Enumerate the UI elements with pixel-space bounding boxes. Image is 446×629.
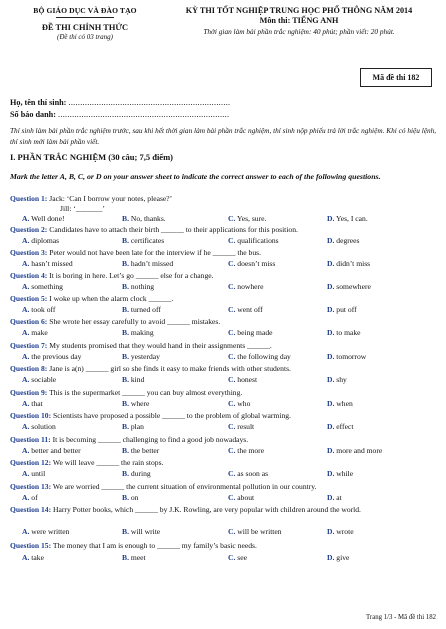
answer-option: C. about: [228, 493, 255, 502]
question-label: Question 8:: [10, 364, 48, 373]
question-stem: We will leave ______ the rain stops.: [52, 458, 164, 467]
option-letter: B.: [122, 399, 129, 408]
answer-option: D. to make: [327, 328, 361, 337]
option-letter: D.: [327, 352, 335, 361]
question-7: [10, 341, 438, 351]
answer-option: A. solution: [22, 422, 56, 431]
answer-option: D. Yes, I can.: [327, 214, 368, 223]
option-letter: D.: [327, 375, 335, 384]
question-2: [10, 225, 438, 235]
answer-option: B. yesterday: [122, 352, 160, 361]
option-letter: A.: [22, 493, 30, 502]
answer-option: A. take: [22, 553, 44, 562]
option-letter: A.: [22, 328, 30, 337]
question-stem: My students promised that they would hand in their assignments ______.: [49, 341, 272, 350]
page-count-note: (Đề thi có 03 trang): [57, 33, 113, 41]
candidate-id-field: .........................................................................: [58, 110, 230, 119]
option-letter: D.: [327, 553, 335, 562]
option-letter: B.: [122, 214, 129, 223]
question-13: [10, 482, 438, 492]
answer-option: D. shy: [327, 375, 347, 384]
option-letter: A.: [22, 214, 30, 223]
section-heading: I. PHẦN TRẮC NGHIỆM (30 câu; 7,5 điểm): [10, 152, 173, 162]
question-11: [10, 435, 438, 445]
question-3: [10, 248, 438, 258]
question-stem: Jane is a(n) ______ girl so she finds it easy to make friends with other students.: [49, 364, 291, 373]
answer-option: B. on: [122, 493, 139, 502]
option-letter: D.: [327, 527, 335, 536]
answer-options: [22, 236, 438, 246]
exam-subject: Môn thi: TIẾNG ANH: [259, 16, 339, 25]
option-letter: A.: [22, 259, 30, 268]
option-letter: A.: [22, 352, 30, 361]
answer-option: B. nothing: [122, 282, 155, 291]
answer-option: C. the following day: [228, 352, 291, 361]
question-5: [10, 294, 438, 304]
question-stem: Scientists have proposed a possible ______ to the problem of global warming.: [53, 411, 291, 420]
question-label: Question 12:: [10, 458, 52, 467]
question-10: [10, 411, 438, 421]
answer-options: [22, 399, 438, 409]
answer-options: [22, 214, 438, 224]
question-stem: Candidates have to attach their birth ______ to their applications for this position.: [49, 225, 298, 234]
option-letter: C.: [228, 236, 236, 245]
option-letter: B.: [122, 553, 129, 562]
answer-option: C. qualifications: [228, 236, 279, 245]
question-label: Question 9:: [10, 388, 48, 397]
option-letter: D.: [327, 259, 335, 268]
option-letter: C.: [228, 328, 236, 337]
option-letter: B.: [122, 328, 129, 337]
answer-option: A. sociable: [22, 375, 57, 384]
option-letter: D.: [327, 305, 335, 314]
option-letter: B.: [122, 352, 129, 361]
candidate-id-line: [10, 110, 229, 119]
option-letter: B.: [122, 527, 129, 536]
answer-option: C. the more: [228, 446, 265, 455]
candidate-id-label: Số báo danh:: [10, 110, 56, 119]
answer-option: D. didn’t miss: [327, 259, 371, 268]
answer-option: A. make: [22, 328, 48, 337]
answer-options: [22, 469, 438, 479]
answer-option: A. that: [22, 399, 43, 408]
answer-options: [22, 282, 438, 292]
header-divider: [56, 17, 114, 18]
question-stem: Harry Potter books, which ______ by J.K. Rowling, are very popular with children around the world.: [53, 505, 361, 514]
question-label: Question 4:: [10, 271, 48, 280]
option-letter: D.: [327, 214, 335, 223]
question-stem: We are worried ______ the current situation of environmental pollution in our country.: [52, 482, 317, 491]
question-8: [10, 364, 438, 374]
question-label: Question 3:: [10, 248, 48, 257]
answer-option: B. where: [122, 399, 150, 408]
page-footer: Trang 1/3 - Mã đề thi 182: [366, 614, 436, 621]
option-letter: B.: [122, 446, 129, 455]
option-letter: C.: [228, 422, 236, 431]
answer-options: [22, 375, 438, 385]
question-label: Question 13:: [10, 482, 52, 491]
question-1: [10, 194, 438, 204]
option-letter: A.: [22, 422, 30, 431]
option-letter: B.: [122, 236, 129, 245]
answer-options: [22, 527, 438, 537]
official-label: ĐỀ THI CHÍNH THỨC: [41, 23, 129, 32]
question-stem: Jack: ‘Can I borrow your notes, please?’: [49, 194, 173, 203]
answer-option: D. while: [327, 469, 354, 478]
answer-option: D. degrees: [327, 236, 360, 245]
answer-option: B. meet: [122, 553, 146, 562]
answer-options: [22, 446, 438, 456]
option-letter: C.: [228, 469, 236, 478]
option-letter: A.: [22, 527, 30, 536]
answer-option: C. as soon as: [228, 469, 269, 478]
option-letter: C.: [228, 553, 236, 562]
answer-option: C. will be written: [228, 527, 282, 536]
answer-option: B. kind: [122, 375, 145, 384]
option-letter: D.: [327, 399, 335, 408]
option-letter: C.: [228, 375, 236, 384]
answer-option: C. see: [228, 553, 247, 562]
option-letter: B.: [122, 305, 129, 314]
answer-option: A. something: [22, 282, 63, 291]
option-letter: A.: [22, 375, 30, 384]
question-label: Question 7:: [10, 341, 48, 350]
question-stem: She wrote her essay carefully to avoid ______ mistakes.: [49, 317, 221, 326]
answer-option: D. somewhere: [327, 282, 371, 291]
option-letter: C.: [228, 527, 236, 536]
option-letter: D.: [327, 469, 335, 478]
option-letter: D.: [327, 493, 335, 502]
question-9: [10, 388, 438, 398]
answer-option: B. hadn’t missed: [122, 259, 174, 268]
candidate-name-label: Họ, tên thí sinh:: [10, 98, 67, 107]
option-letter: A.: [22, 236, 30, 245]
option-letter: B.: [122, 282, 129, 291]
answer-option: B. turned off: [122, 305, 161, 314]
answer-options: [22, 352, 438, 362]
intro-note: Thí sinh làm bài phần trắc nghiệm trước, sau khi hết thời gian làm bài phần trắc nghiệm, thí sinh nộp phiếu trả lời trắc nghiệm. Khi có hiệu lệnh, thí sinh mới làm bài phần viết.: [10, 126, 437, 146]
answer-option: B. the better: [122, 446, 160, 455]
answer-option: B. will write: [122, 527, 161, 536]
question-stem: This is the supermarket ______ you can buy almost everything.: [49, 388, 243, 397]
option-letter: D.: [327, 282, 335, 291]
answer-option: D. wrote: [327, 527, 354, 536]
option-letter: B.: [122, 422, 129, 431]
answer-option: D. at: [327, 493, 342, 502]
answer-options: [22, 305, 438, 315]
answer-option: C. nowhere: [228, 282, 264, 291]
answer-option: A. took off: [22, 305, 56, 314]
answer-option: A. the previous day: [22, 352, 82, 361]
option-letter: C.: [228, 446, 236, 455]
answer-option: C. who: [228, 399, 251, 408]
option-letter: A.: [22, 469, 30, 478]
answer-options: [22, 553, 438, 563]
option-letter: B.: [122, 375, 129, 384]
option-letter: A.: [22, 282, 30, 291]
question-stem: It is becoming ______ challenging to find a good job nowadays.: [52, 435, 249, 444]
question-label: Question 15:: [10, 541, 52, 550]
option-letter: D.: [327, 446, 335, 455]
question-reply: Jill: ‘_______’: [60, 204, 105, 213]
question-14: [10, 505, 438, 515]
instruction-text: Mark the letter A, B, C, or D on your answer sheet to indicate the correct answer to each of the following questions.: [10, 172, 381, 181]
answer-options: [22, 259, 438, 269]
answer-option: B. plan: [122, 422, 144, 431]
question-stem: The money that I am is enough to ______ my family’s basic needs.: [52, 541, 257, 550]
answer-option: D. put off: [327, 305, 357, 314]
question-6: [10, 317, 438, 327]
answer-option: C. being made: [228, 328, 273, 337]
option-letter: A.: [22, 305, 30, 314]
question-label: Question 11:: [10, 435, 51, 444]
option-letter: A.: [22, 399, 30, 408]
option-letter: C.: [228, 352, 236, 361]
question-label: Question 2:: [10, 225, 48, 234]
answer-options: [22, 328, 438, 338]
answer-option: B. during: [122, 469, 151, 478]
option-letter: B.: [122, 493, 129, 502]
answer-option: A. diplomas: [22, 236, 60, 245]
answer-option: A. were written: [22, 527, 70, 536]
question-4: [10, 271, 438, 281]
header-right: [160, 6, 438, 36]
option-letter: B.: [122, 469, 129, 478]
answer-option: D. more and more: [327, 446, 383, 455]
option-letter: C.: [228, 214, 236, 223]
option-letter: D.: [327, 236, 335, 245]
option-letter: C.: [228, 493, 236, 502]
answer-option: B. making: [122, 328, 154, 337]
answer-option: B. No, thanks.: [122, 214, 166, 223]
question-stem: It is boring in here. Let’s go ______ else for a change.: [49, 271, 214, 280]
answer-option: D. when: [327, 399, 353, 408]
exam-time: Thời gian làm bài phần trắc nghiệm: 40 phút; phần viết: 20 phút.: [203, 27, 395, 36]
answer-option: D. give: [327, 553, 350, 562]
option-letter: C.: [228, 282, 236, 291]
option-letter: A.: [22, 553, 30, 562]
answer-option: A. hasn’t missed: [22, 259, 73, 268]
answer-option: C. went off: [228, 305, 263, 314]
question-label: Question 14:: [10, 505, 52, 514]
option-letter: C.: [228, 305, 236, 314]
question-stem: Peter would not have been late for the interview if he ______ the bus.: [49, 248, 261, 257]
answer-option: A. of: [22, 493, 38, 502]
candidate-name-line: [10, 98, 230, 107]
candidate-name-field: .....................................................................: [68, 98, 231, 107]
question-label: Question 5:: [10, 294, 48, 303]
answer-option: B. certificates: [122, 236, 165, 245]
header-left: [10, 6, 160, 41]
answer-option: A. better and better: [22, 446, 81, 455]
answer-option: A. Well done!: [22, 214, 65, 223]
answer-option: C. honest: [228, 375, 258, 384]
option-letter: D.: [327, 328, 335, 337]
answer-option: C. result: [228, 422, 255, 431]
option-letter: D.: [327, 422, 335, 431]
exam-code-box: Mã đề thi 182: [360, 68, 432, 87]
answer-option: C. Yes, sure.: [228, 214, 267, 223]
question-label: Question 1:: [10, 194, 48, 203]
ministry-name: BỘ GIÁO DỤC VÀ ĐÀO TẠO: [33, 6, 137, 15]
question-label: Question 6:: [10, 317, 48, 326]
question-15: [10, 541, 438, 551]
option-letter: C.: [228, 399, 236, 408]
answer-option: D. tomorrow: [327, 352, 367, 361]
exam-title: KỲ THI TỐT NGHIỆP TRUNG HỌC PHỔ THÔNG NĂM 2014: [185, 6, 413, 15]
question-stem: I woke up when the alarm clock ______.: [49, 294, 174, 303]
answer-option: C. doesn’t miss: [228, 259, 276, 268]
answer-options: [22, 493, 438, 503]
answer-option: D. effect: [327, 422, 354, 431]
option-letter: B.: [122, 259, 129, 268]
question-label: Question 10:: [10, 411, 52, 420]
question-12: [10, 458, 438, 468]
answer-options: [22, 422, 438, 432]
answer-option: A. until: [22, 469, 46, 478]
option-letter: C.: [228, 259, 236, 268]
option-letter: A.: [22, 446, 30, 455]
